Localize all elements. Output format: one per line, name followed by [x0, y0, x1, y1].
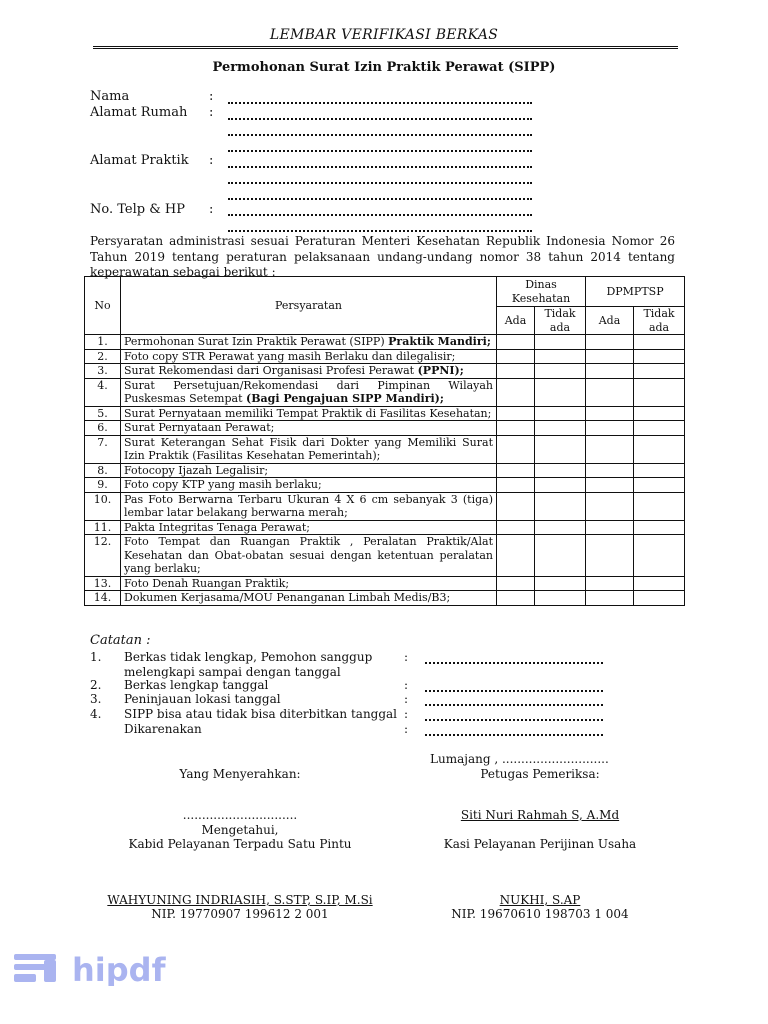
submitter-role: Yang Menyerahkan: — [179, 767, 301, 781]
dinas-ada-checkbox[interactable] — [497, 463, 535, 478]
field-label-practice-address: Alamat Praktik — [90, 153, 189, 168]
requirement-text — [121, 378, 497, 406]
dpmptsp-tidak-ada-checkbox[interactable] — [634, 591, 685, 606]
dpmptsp-tidak-ada-checkbox[interactable] — [634, 378, 685, 406]
note-number: 1. — [90, 650, 102, 664]
dinas-tidak-ada-checkbox[interactable] — [535, 478, 586, 493]
dpmptsp-ada-checkbox[interactable] — [586, 576, 634, 591]
note-fill-line[interactable] — [425, 701, 603, 706]
document-title: Permohonan Surat Izin Praktik Perawat (SIPP) — [212, 60, 556, 75]
dpmptsp-ada-checkbox[interactable] — [586, 349, 634, 364]
requirement-number: 14. — [85, 591, 121, 606]
dpmptsp-tidak-ada-checkbox[interactable] — [634, 421, 685, 436]
requirements-rows — [85, 335, 685, 606]
note-text: SIPP bisa atau tidak bisa diterbitkan tanggal — [124, 707, 398, 721]
requirement-number: 8. — [85, 463, 121, 478]
hipdf-logo-mark — [14, 950, 194, 986]
requirement-text — [121, 463, 497, 478]
requirement-text — [121, 492, 497, 520]
requirement-text-emphasis: (PPNI); — [417, 364, 464, 377]
requirement-number: 3. — [85, 364, 121, 379]
requirement-text-emphasis: (Bagi Pengajuan SIPP Mandiri); — [246, 392, 444, 405]
field-colon: : — [209, 202, 214, 217]
requirement-row — [85, 378, 685, 406]
dinas-tidak-ada-checkbox[interactable] — [535, 463, 586, 478]
note-text: Dikarenakan — [124, 722, 202, 736]
document-header: LEMBAR VERIFIKASI BERKAS — [269, 27, 499, 43]
note-number: 3. — [90, 692, 102, 706]
dpmptsp-tidak-ada-checkbox[interactable] — [634, 463, 685, 478]
header-divider — [93, 46, 678, 49]
dpmptsp-ada-checkbox[interactable] — [586, 378, 634, 406]
dpmptsp-tidak-ada-checkbox[interactable] — [634, 435, 685, 463]
requirement-text-main: Foto Tempat dan Ruangan Praktik , Peralatan Praktik/Alat Kesehatan dan Obat-obatan sesuai dengan ketentuan peralatan yang berlaku; — [124, 535, 493, 575]
dpmptsp-ada-checkbox[interactable] — [586, 463, 634, 478]
requirement-row — [85, 576, 685, 591]
requirement-row — [85, 463, 685, 478]
phone-fill-line[interactable] — [228, 211, 532, 216]
requirement-row — [85, 520, 685, 535]
dpmptsp-ada-checkbox[interactable] — [586, 520, 634, 535]
dinas-ada-checkbox[interactable] — [497, 492, 535, 520]
requirement-row — [85, 349, 685, 364]
head-left-nip: NIP. 19770907 199612 2 001 — [151, 907, 329, 921]
requirement-row — [85, 535, 685, 577]
requirement-number: 6. — [85, 421, 121, 436]
dpmptsp-ada-checkbox[interactable] — [586, 478, 634, 493]
notes-title: Catatan : — [90, 633, 151, 648]
watermark-text: hipdf — [72, 951, 166, 986]
dpmptsp-tidak-ada-checkbox[interactable] — [634, 349, 685, 364]
requirement-text-main: Surat Pernyataan memiliki Tempat Praktik di Fasilitas Kesehatan; — [124, 406, 492, 420]
requirement-text — [121, 349, 497, 364]
note-text: Berkas tidak lengkap, Pemohon sanggup melengkapi sampai dengan tanggal — [124, 650, 373, 679]
dinas-tidak-ada-checkbox[interactable] — [535, 349, 586, 364]
requirement-row — [85, 435, 685, 463]
note-fill-line[interactable] — [425, 659, 603, 664]
requirement-text-main: Surat Persetujuan/Rekomendasi dari Pimpinan Wilayah Puskesmas Setempat — [124, 378, 493, 405]
requirement-text — [121, 576, 497, 591]
col-header-dinas-kesehatan: Dinas Kesehatan — [497, 277, 586, 307]
dinas-ada-checkbox[interactable] — [497, 535, 535, 577]
dinas-tidak-ada-checkbox[interactable] — [535, 535, 586, 577]
place-date: Lumajang , ............................ — [430, 752, 609, 766]
requirement-text-main: Permohonan Surat Izin Praktik Perawat (SIPP) — [124, 335, 385, 348]
dpmptsp-ada-checkbox[interactable] — [586, 421, 634, 436]
requirements-table — [84, 276, 685, 606]
dinas-ada-checkbox[interactable] — [497, 576, 535, 591]
requirement-row — [85, 492, 685, 520]
note-number: 4. — [90, 707, 102, 721]
requirement-text — [121, 535, 497, 577]
requirement-number: 1. — [85, 335, 121, 350]
requirement-text-main: Fotocopy Ijazah Legalisir; — [124, 463, 269, 477]
requirement-text-main: Foto copy STR Perawat yang masih Berlaku dan dilegalisir; — [124, 349, 456, 363]
dinas-tidak-ada-checkbox[interactable] — [535, 492, 586, 520]
dinas-tidak-ada-checkbox[interactable] — [535, 421, 586, 436]
head-left-title: Kabid Pelayanan Terpadu Satu Pintu — [128, 837, 352, 851]
dinas-tidak-ada-checkbox[interactable] — [535, 576, 586, 591]
note-text: Berkas lengkap tanggal — [124, 678, 269, 692]
requirement-text — [121, 335, 497, 350]
phone-fill-line[interactable] — [228, 227, 532, 232]
field-label-name: Nama — [90, 89, 130, 104]
requirement-row — [85, 421, 685, 436]
dpmptsp-ada-checkbox[interactable] — [586, 435, 634, 463]
requirement-text-main: Foto Denah Ruangan Praktik; — [124, 576, 290, 590]
head-right-nip: NIP. 19670610 198703 1 004 — [451, 907, 629, 921]
col-header-ada: Ada — [497, 307, 535, 335]
home-address-fill-line[interactable] — [228, 147, 532, 152]
dinas-tidak-ada-checkbox[interactable] — [535, 520, 586, 535]
note-fill-line[interactable] — [425, 687, 603, 692]
dpmptsp-tidak-ada-checkbox[interactable] — [634, 364, 685, 379]
head-left-name: WAHYUNING INDRIASIH, S.STP, S.IP, M.Si — [107, 893, 373, 907]
field-colon: : — [209, 153, 214, 168]
head-right-name: NUKHI, S.AP — [499, 893, 581, 907]
name-fill-line[interactable] — [228, 99, 532, 104]
field-colon: : — [209, 105, 214, 120]
head-right-title: Kasi Pelayanan Perijinan Usaha — [443, 837, 637, 851]
dinas-ada-checkbox[interactable] — [497, 421, 535, 436]
home-address-fill-line[interactable] — [228, 131, 532, 136]
requirement-row — [85, 335, 685, 350]
requirement-text — [121, 421, 497, 436]
requirement-number: 7. — [85, 435, 121, 463]
field-colon: : — [209, 89, 214, 104]
field-label-home-address: Alamat Rumah — [90, 105, 188, 120]
note-text: Peninjauan lokasi tanggal — [124, 692, 281, 706]
requirement-number: 2. — [85, 349, 121, 364]
dpmptsp-tidak-ada-checkbox[interactable] — [634, 576, 685, 591]
requirement-row — [85, 406, 685, 421]
note-fill-line[interactable] — [425, 731, 603, 736]
examiner-role: Petugas Pemeriksa: — [480, 767, 600, 781]
dpmptsp-tidak-ada-checkbox[interactable] — [634, 520, 685, 535]
requirement-row — [85, 364, 685, 379]
requirement-number: 5. — [85, 406, 121, 421]
dpmptsp-tidak-ada-checkbox[interactable] — [634, 335, 685, 350]
dinas-ada-checkbox[interactable] — [497, 520, 535, 535]
practice-address-fill-line[interactable] — [228, 179, 532, 184]
requirement-row — [85, 591, 685, 606]
requirement-text-main: Pakta Integritas Tenaga Perawat; — [124, 520, 310, 534]
requirement-text-emphasis: Praktik Mandiri; — [388, 335, 491, 348]
col-header-ada: Ada — [586, 307, 634, 335]
dinas-ada-checkbox[interactable] — [497, 349, 535, 364]
dinas-tidak-ada-checkbox[interactable] — [535, 435, 586, 463]
dpmptsp-ada-checkbox[interactable] — [586, 406, 634, 421]
dinas-ada-checkbox[interactable] — [497, 435, 535, 463]
dinas-tidak-ada-checkbox[interactable] — [535, 378, 586, 406]
requirement-number: 11. — [85, 520, 121, 535]
dinas-ada-checkbox[interactable] — [497, 335, 535, 350]
requirement-text-main: Surat Rekomendasi dari Organisasi Profesi Perawat — [124, 364, 415, 377]
dpmptsp-ada-checkbox[interactable] — [586, 364, 634, 379]
dinas-tidak-ada-checkbox[interactable] — [535, 406, 586, 421]
acknowledged-label: Mengetahui, — [201, 823, 279, 837]
requirement-text-main: Surat Keterangan Sehat Fisik dari Dokter yang Memiliki Surat Izin Praktik (Fasilitas Kesehatan Pemerintah); — [124, 435, 493, 462]
field-label-phone: No. Telp & HP — [90, 202, 185, 217]
col-header-tidak-ada: Tidak ada — [535, 307, 586, 335]
requirement-row — [85, 478, 685, 493]
hipdf-logo — [14, 950, 194, 986]
col-header-no: No — [85, 277, 121, 335]
dinas-tidak-ada-checkbox[interactable] — [535, 364, 586, 379]
requirement-number: 9. — [85, 478, 121, 493]
requirement-text-main: Surat Pernyataan Perawat; — [124, 421, 275, 434]
dinas-ada-checkbox[interactable] — [497, 478, 535, 493]
dinas-tidak-ada-checkbox[interactable] — [535, 335, 586, 350]
requirement-text-main: Foto copy KTP yang masih berlaku; — [124, 478, 322, 491]
requirement-number: 12. — [85, 535, 121, 577]
dinas-ada-checkbox[interactable] — [497, 406, 535, 421]
dpmptsp-ada-checkbox[interactable] — [586, 591, 634, 606]
dpmptsp-tidak-ada-checkbox[interactable] — [634, 535, 685, 577]
col-header-tidak-ada: Tidak ada — [634, 307, 685, 335]
dinas-ada-checkbox[interactable] — [497, 591, 535, 606]
requirement-text — [121, 435, 497, 463]
requirement-number: 13. — [85, 576, 121, 591]
dinas-ada-checkbox[interactable] — [497, 378, 535, 406]
home-address-fill-line[interactable] — [228, 115, 532, 120]
note-fill-line[interactable] — [425, 716, 603, 721]
dpmptsp-tidak-ada-checkbox[interactable] — [634, 492, 685, 520]
requirement-text — [121, 520, 497, 535]
requirement-number: 4. — [85, 378, 121, 406]
dpmptsp-ada-checkbox[interactable] — [586, 535, 634, 577]
note-number: 2. — [90, 678, 102, 692]
col-header-dpmptsp: DPMPTSP — [586, 277, 685, 307]
dpmptsp-ada-checkbox[interactable] — [586, 335, 634, 350]
requirement-number: 10. — [85, 492, 121, 520]
requirement-text-main: Pas Foto Berwarna Terbaru Ukuran 4 X 6 cm sebanyak 3 (tiga) lembar latar belakang berwarna merah; — [124, 492, 493, 519]
practice-address-fill-line[interactable] — [228, 163, 532, 168]
submitter-name: .............................. — [182, 808, 298, 822]
requirement-text — [121, 364, 497, 379]
requirements-intro: Persyaratan administrasi sesuai Peraturan Menteri Kesehatan Republik Indonesia Nomor 26 Tahun 2019 tentang peraturan pelaksanaan undang-undang nomor 38 tahun 2014 tentang keperawatan sebagai berikut : — [90, 234, 675, 279]
requirement-text — [121, 591, 497, 606]
dpmptsp-ada-checkbox[interactable] — [586, 492, 634, 520]
dinas-tidak-ada-checkbox[interactable] — [535, 591, 586, 606]
practice-address-fill-line[interactable] — [228, 195, 532, 200]
dpmptsp-tidak-ada-checkbox[interactable] — [634, 406, 685, 421]
examiner-name: Siti Nuri Rahmah S, A.Md — [460, 808, 620, 822]
dinas-ada-checkbox[interactable] — [497, 364, 535, 379]
requirement-text-main: Dokumen Kerjasama/MOU Penanganan Limbah Medis/B3; — [124, 591, 451, 604]
requirement-text — [121, 406, 497, 421]
dpmptsp-tidak-ada-checkbox[interactable] — [634, 478, 685, 493]
requirement-text — [121, 478, 497, 493]
col-header-requirements: Persyaratan — [121, 277, 497, 335]
